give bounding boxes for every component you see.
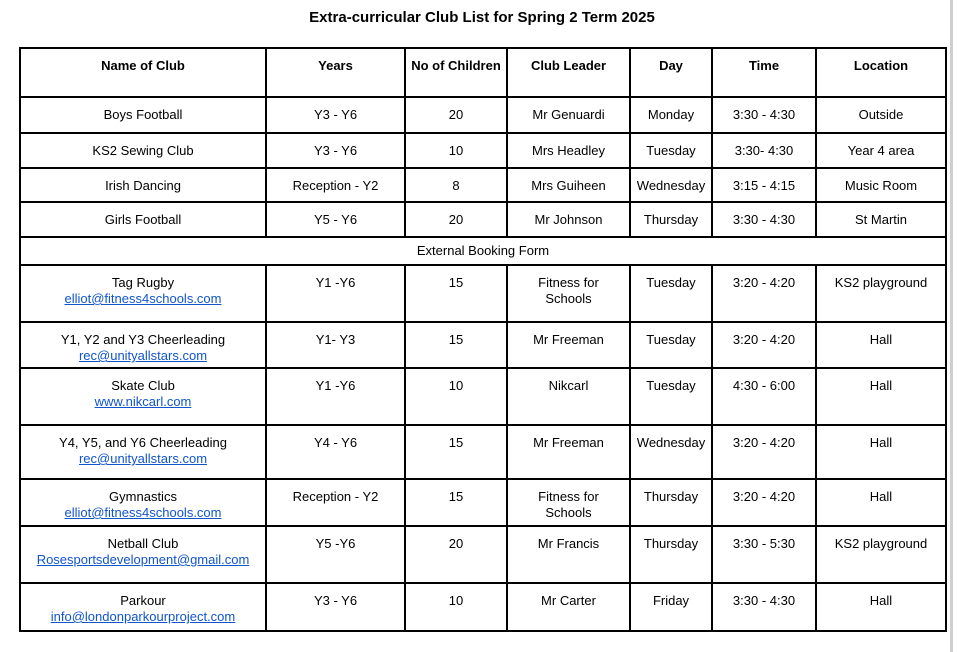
club-time: 4:30 - 6:00 bbox=[712, 368, 816, 425]
club-website-link[interactable]: www.nikcarl.com bbox=[94, 394, 192, 409]
table-row bbox=[20, 97, 946, 133]
club-leader: Mrs Headley bbox=[507, 133, 630, 168]
club-time: 3:30 - 4:30 bbox=[712, 97, 816, 133]
club-years: Y3 - Y6 bbox=[266, 97, 405, 133]
club-name: Parkour bbox=[120, 593, 166, 608]
column-header-name-of-club: Name of Club bbox=[20, 48, 266, 97]
column-header-club-leader: Club Leader bbox=[507, 48, 630, 97]
club-name: Tag Rugby bbox=[111, 275, 175, 290]
column-header-time: Time bbox=[712, 48, 816, 97]
club-name: Y1, Y2 and Y3 Cheerleading bbox=[60, 332, 226, 347]
club-leader: Mr Johnson bbox=[507, 202, 630, 237]
club-children-count: 20 bbox=[405, 97, 507, 133]
club-contact-link[interactable]: Rosesportsdevelopment@gmail.com bbox=[36, 552, 250, 567]
club-name-cell bbox=[20, 322, 266, 368]
page-edge-divider bbox=[950, 0, 953, 652]
club-location: St Martin bbox=[816, 202, 946, 237]
club-children-count: 15 bbox=[405, 425, 507, 479]
table-row bbox=[20, 425, 946, 479]
club-day: Monday bbox=[630, 97, 712, 133]
club-time: 3:30- 4:30 bbox=[712, 133, 816, 168]
club-day: Thursday bbox=[630, 479, 712, 526]
table-row bbox=[20, 583, 946, 631]
club-children-count: 15 bbox=[405, 265, 507, 322]
table-row bbox=[20, 526, 946, 583]
club-name: Gymnastics bbox=[109, 489, 177, 504]
club-leader: Fitness for Schools bbox=[507, 479, 630, 526]
club-contact-link[interactable]: rec@unityallstars.com bbox=[78, 348, 208, 363]
club-time: 3:30 - 4:30 bbox=[712, 202, 816, 237]
club-leader: Nikcarl bbox=[507, 368, 630, 425]
club-day: Tuesday bbox=[630, 322, 712, 368]
club-contact-link[interactable]: elliot@fitness4schools.com bbox=[64, 291, 222, 306]
club-day: Friday bbox=[630, 583, 712, 631]
club-location: Hall bbox=[816, 583, 946, 631]
club-leader: Mr Genuardi bbox=[507, 97, 630, 133]
club-list-table bbox=[19, 47, 947, 632]
club-location: Hall bbox=[816, 479, 946, 526]
club-name-cell bbox=[20, 583, 266, 631]
club-children-count: 15 bbox=[405, 479, 507, 526]
club-children-count: 10 bbox=[405, 583, 507, 631]
club-location: Music Room bbox=[816, 168, 946, 202]
club-children-count: 10 bbox=[405, 368, 507, 425]
club-name-cell bbox=[20, 526, 266, 583]
club-day: Wednesday bbox=[630, 168, 712, 202]
club-location: Hall bbox=[816, 425, 946, 479]
club-time: 3:20 - 4:20 bbox=[712, 479, 816, 526]
club-years: Y3 - Y6 bbox=[266, 133, 405, 168]
club-years: Y1- Y3 bbox=[266, 322, 405, 368]
club-location: KS2 playground bbox=[816, 265, 946, 322]
club-contact-link[interactable]: elliot@fitness4schools.com bbox=[64, 505, 222, 520]
club-leader: Mr Freeman bbox=[507, 425, 630, 479]
club-leader: Mr Francis bbox=[507, 526, 630, 583]
club-name: Boys Football bbox=[20, 97, 266, 133]
table-header-row bbox=[20, 48, 946, 97]
club-day: Tuesday bbox=[630, 368, 712, 425]
club-time: 3:20 - 4:20 bbox=[712, 425, 816, 479]
table-row bbox=[20, 168, 946, 202]
club-location: Outside bbox=[816, 97, 946, 133]
club-children-count: 20 bbox=[405, 202, 507, 237]
section-divider-label: External Booking Form bbox=[20, 237, 946, 265]
club-name-cell bbox=[20, 265, 266, 322]
column-header-years: Years bbox=[266, 48, 405, 97]
club-location: Year 4 area bbox=[816, 133, 946, 168]
club-contact-link[interactable]: info@londonparkourproject.com bbox=[50, 609, 236, 624]
club-day: Tuesday bbox=[630, 133, 712, 168]
section-divider-row bbox=[20, 237, 946, 265]
club-time: 3:15 - 4:15 bbox=[712, 168, 816, 202]
club-years: Y4 - Y6 bbox=[266, 425, 405, 479]
club-children-count: 8 bbox=[405, 168, 507, 202]
club-location: KS2 playground bbox=[816, 526, 946, 583]
club-time: 3:20 - 4:20 bbox=[712, 265, 816, 322]
club-day: Thursday bbox=[630, 526, 712, 583]
club-children-count: 10 bbox=[405, 133, 507, 168]
club-years: Y1 -Y6 bbox=[266, 265, 405, 322]
club-time: 3:30 - 4:30 bbox=[712, 583, 816, 631]
club-time: 3:30 - 5:30 bbox=[712, 526, 816, 583]
club-leader: Mr Freeman bbox=[507, 322, 630, 368]
club-leader: Mr Carter bbox=[507, 583, 630, 631]
club-contact-link[interactable]: rec@unityallstars.com bbox=[78, 451, 208, 466]
club-day: Tuesday bbox=[630, 265, 712, 322]
column-header-location: Location bbox=[816, 48, 946, 97]
club-years: Y5 - Y6 bbox=[266, 202, 405, 237]
table-row bbox=[20, 202, 946, 237]
club-years: Reception - Y2 bbox=[266, 168, 405, 202]
club-location: Hall bbox=[816, 322, 946, 368]
club-children-count: 15 bbox=[405, 322, 507, 368]
page-title: Extra-curricular Club List for Spring 2 Term 2025 bbox=[309, 9, 655, 26]
club-name-cell bbox=[20, 368, 266, 425]
club-years: Y3 - Y6 bbox=[266, 583, 405, 631]
table-row bbox=[20, 368, 946, 425]
club-name: Netball Club bbox=[107, 536, 179, 551]
table-row bbox=[20, 265, 946, 322]
club-name-cell bbox=[20, 425, 266, 479]
table-row bbox=[20, 479, 946, 526]
table-row bbox=[20, 133, 946, 168]
club-day: Thursday bbox=[630, 202, 712, 237]
club-location: Hall bbox=[816, 368, 946, 425]
club-name: Irish Dancing bbox=[20, 168, 266, 202]
club-leader: Mrs Guiheen bbox=[507, 168, 630, 202]
column-header-no-of-children: No of Children bbox=[405, 48, 507, 97]
club-name: Girls Football bbox=[20, 202, 266, 237]
club-years: Y1 -Y6 bbox=[266, 368, 405, 425]
club-name: Skate Club bbox=[111, 378, 175, 393]
column-header-day: Day bbox=[630, 48, 712, 97]
club-name-cell bbox=[20, 479, 266, 526]
club-time: 3:20 - 4:20 bbox=[712, 322, 816, 368]
club-years: Reception - Y2 bbox=[266, 479, 405, 526]
club-day: Wednesday bbox=[630, 425, 712, 479]
club-children-count: 20 bbox=[405, 526, 507, 583]
club-years: Y5 -Y6 bbox=[266, 526, 405, 583]
club-name: KS2 Sewing Club bbox=[20, 133, 266, 168]
club-leader: Fitness for Schools bbox=[507, 265, 630, 322]
club-name: Y4, Y5, and Y6 Cheerleading bbox=[59, 435, 227, 450]
table-row bbox=[20, 322, 946, 368]
